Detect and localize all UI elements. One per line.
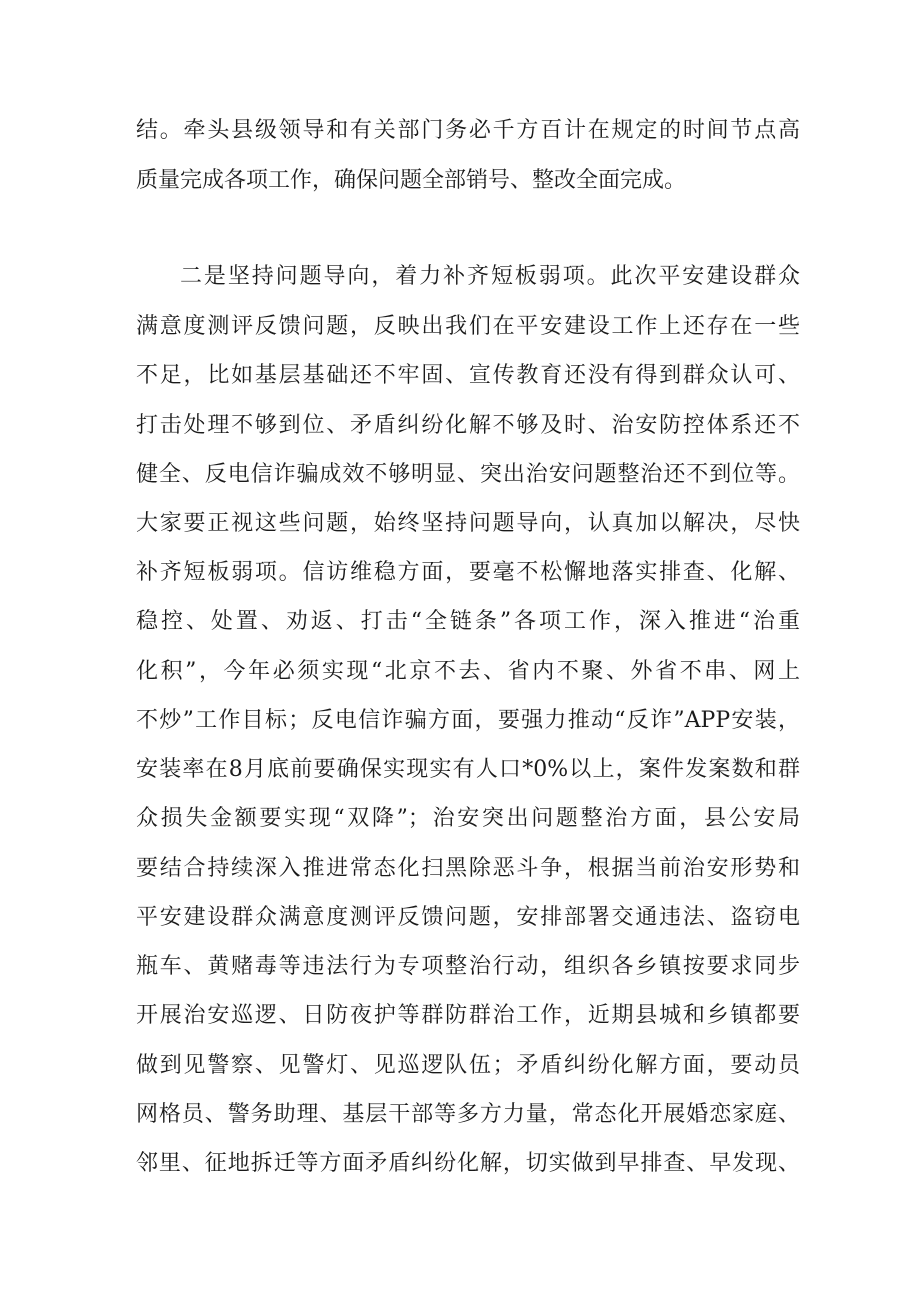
paragraph-line-9: 补齐短板弱项。信访维稳方面，要毫不松懈地落实排查、化解、 <box>136 560 800 585</box>
paragraph-line-6: 打击处理不够到位、矛盾纠纷化解不够及时、治安防控体系还不 <box>136 413 800 438</box>
paragraph-line-8: 大家要正视这些问题，始终坚持问题导向，认真加以解决，尽快 <box>136 511 800 536</box>
paragraph-line-7: 健全、反电信诈骗成效不够明显、突出治安问题整治还不到位等。 <box>136 462 800 487</box>
paragraph-line-20: 网格员、警务助理、基层干部等多方力量，常态化开展婚恋家庭、 <box>136 1102 800 1127</box>
paragraph-line-2: 质量完成各项工作，确保问题全部销号、整改全面完成。 <box>136 168 687 193</box>
paragraph-line-15: 要结合持续深入推进常态化扫黑除恶斗争，根据当前治安形势和 <box>136 856 800 881</box>
paragraph-line-16: 平安建设群众满意度测评反馈问题，安排部署交通违法、盗窃电 <box>136 905 800 930</box>
paragraph-line-10: 稳控、处置、劝返、打击“全链条”各项工作，深入推进“治重 <box>136 609 800 634</box>
paragraph-line-12: 不炒”工作目标；反电信诈骗方面，要强力推动“反诈”APP安装， <box>136 708 800 733</box>
paragraph-line-21: 邻里、征地拆迁等方面矛盾纠纷化解，切实做到早排查、早发现、 <box>136 1151 800 1176</box>
paragraph-line-14: 众损失金额要实现“双降”；治安突出问题整治方面，县公安局 <box>136 806 800 831</box>
paragraph-line-3: 二是坚持问题导向，着力补齐短板弱项。此次平安建设群众 <box>180 264 800 289</box>
paragraph-line-18: 开展治安巡逻、日防夜护等群防群治工作，近期县城和乡镇都要 <box>136 1003 800 1028</box>
paragraph-line-11: 化积”，今年必须实现“北京不去、省内不聚、外省不串、网上 <box>136 659 800 684</box>
paragraph-line-1: 结。牵头县级领导和有关部门务必千方百计在规定的时间节点高 <box>136 118 800 143</box>
paragraph-line-19: 做到见警察、见警灯、见巡逻队伍；矛盾纠纷化解方面，要动员 <box>136 1053 800 1078</box>
paragraph-line-13: 安装率在8月底前要确保实现实有人口*0%以上，案件发案数和群 <box>136 757 800 782</box>
paragraph-line-4: 满意度测评反馈问题，反映出我们在平安建设工作上还存在一些 <box>136 314 800 339</box>
paragraph-line-17: 瓶车、黄赌毒等违法行为专项整治行动，组织各乡镇按要求同步 <box>136 954 800 979</box>
paragraph-line-5: 不足，比如基层基础还不牢固、宣传教育还没有得到群众认可、 <box>136 363 800 388</box>
